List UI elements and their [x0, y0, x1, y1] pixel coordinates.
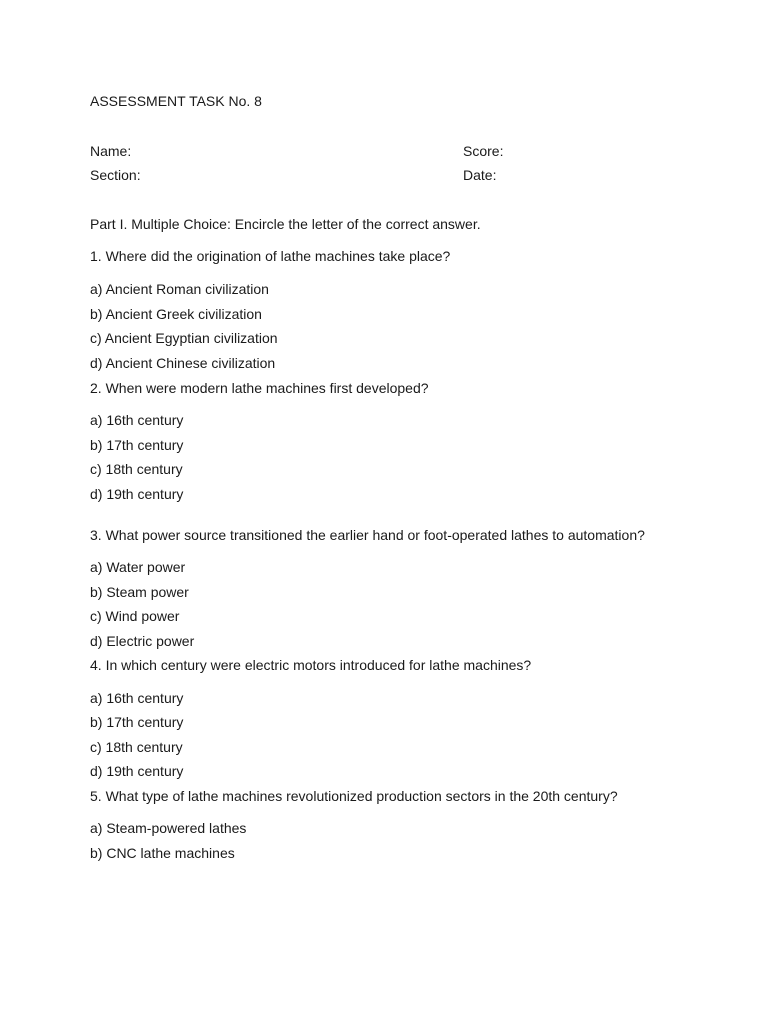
- date-label: Date:: [463, 167, 497, 183]
- question-4-option-c: c) 18th century: [90, 739, 183, 755]
- question-2-option-d: d) 19th century: [90, 486, 184, 502]
- question-3-option-c: c) Wind power: [90, 608, 180, 624]
- question-3-option-d: d) Electric power: [90, 633, 195, 649]
- question-3-option-a: a) Water power: [90, 559, 186, 575]
- question-5-option-b: b) CNC lathe machines: [90, 845, 235, 861]
- score-label: Score:: [463, 143, 504, 159]
- question-4-option-d: d) 19th century: [90, 763, 184, 779]
- question-1-option-a: a) Ancient Roman civilization: [90, 281, 269, 297]
- question-4-option-a: a) 16th century: [90, 690, 184, 706]
- question-3: 3. What power source transitioned the earlier hand or foot-operated lathes to automation?: [90, 527, 645, 543]
- question-2: 2. When were modern lathe machines first developed?: [90, 380, 429, 396]
- question-1: 1. Where did the origination of lathe machines take place?: [90, 248, 451, 264]
- question-3-option-b: b) Steam power: [90, 584, 189, 600]
- question-1-option-b: b) Ancient Greek civilization: [90, 306, 262, 322]
- question-2-option-a: a) 16th century: [90, 412, 184, 428]
- page-title: ASSESSMENT TASK No. 8: [90, 93, 262, 109]
- question-5: 5. What type of lathe machines revolutionized production sectors in the 20th century?: [90, 788, 618, 804]
- instructions: Part I. Multiple Choice: Encircle the letter of the correct answer.: [90, 216, 481, 232]
- question-2-option-c: c) 18th century: [90, 461, 183, 477]
- name-label: Name:: [90, 143, 132, 159]
- question-1-option-c: c) Ancient Egyptian civilization: [90, 330, 278, 346]
- question-4-option-b: b) 17th century: [90, 714, 184, 730]
- question-4: 4. In which century were electric motors introduced for lathe machines?: [90, 657, 532, 673]
- section-label: Section:: [90, 167, 141, 183]
- question-1-option-d: d) Ancient Chinese civilization: [90, 355, 276, 371]
- question-2-option-b: b) 17th century: [90, 437, 184, 453]
- question-5-option-a: a) Steam-powered lathes: [90, 820, 247, 836]
